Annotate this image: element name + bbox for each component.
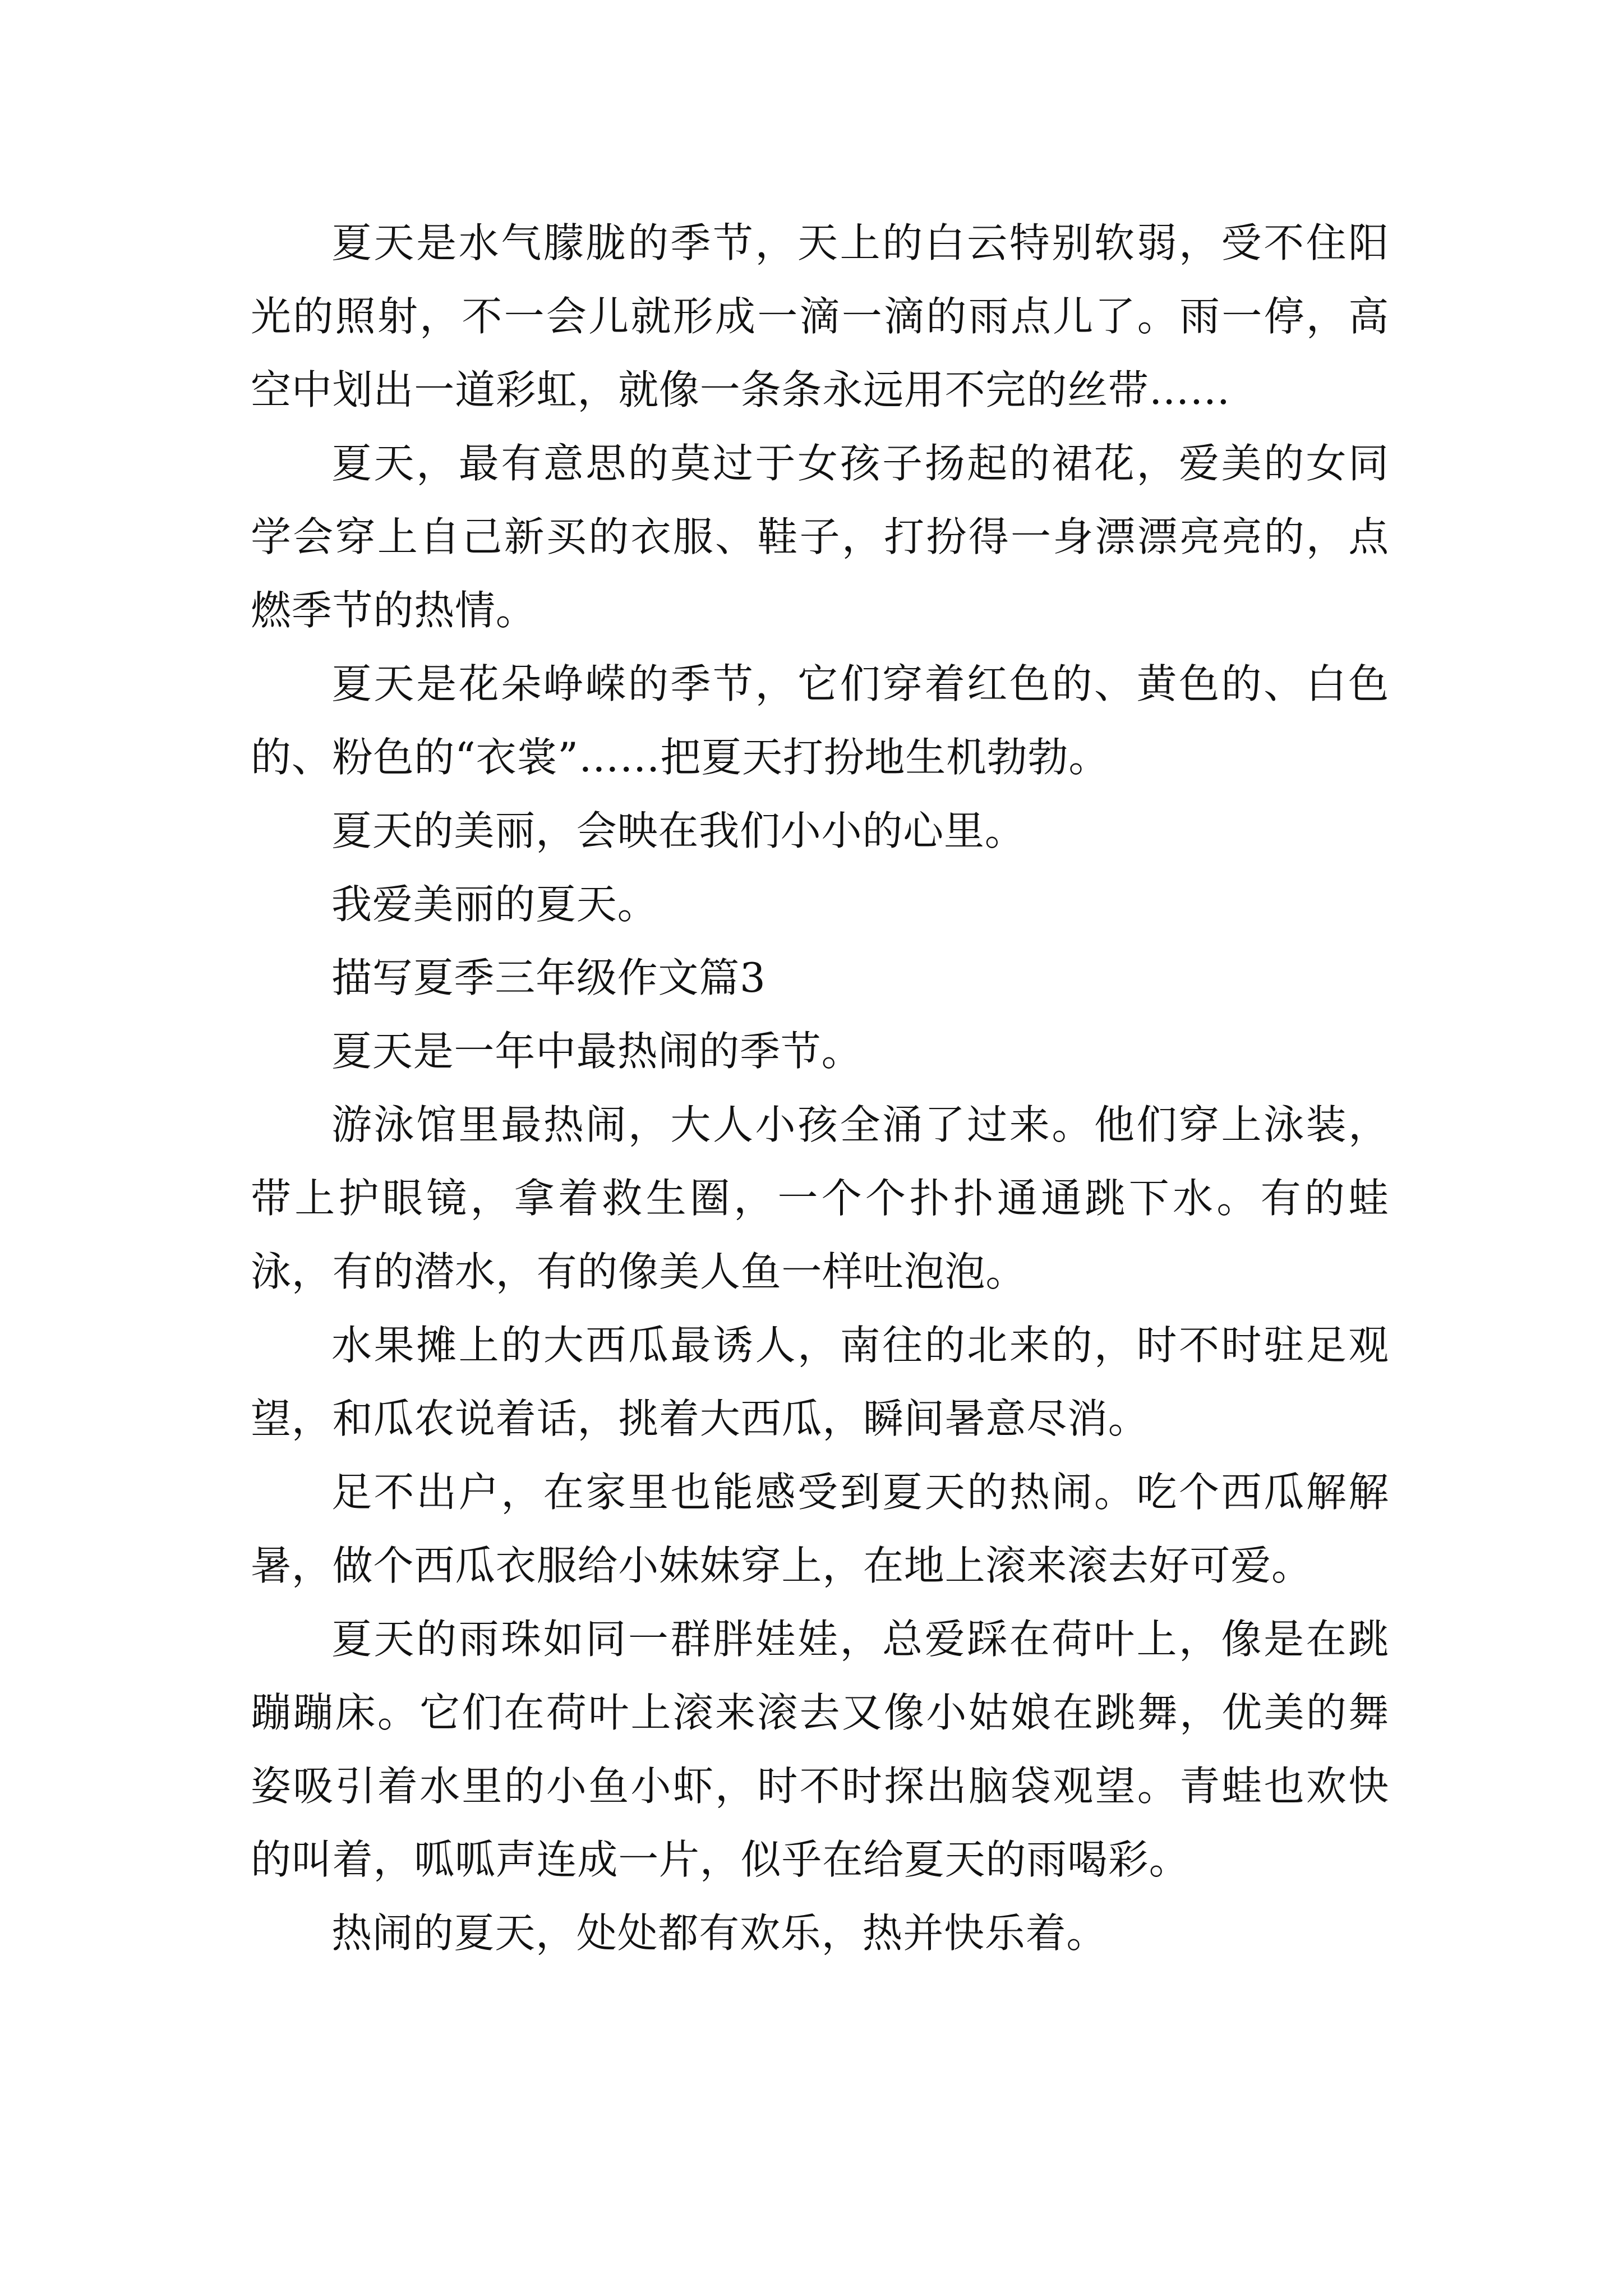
paragraph: 水果摊上的大西瓜最诱人，南往的北来的，时不时驻足观望，和瓜农说着话，挑着大西瓜，瞬间暑意尽消。 [251,1322,1389,1442]
paragraph: 足不出户，在家里也能感受到夏天的热闹。吃个西瓜解解暑，做个西瓜衣服给小妹妹穿上，在地上滚来滚去好可爱。 [251,1469,1389,1589]
paragraph: 夏天的美丽，会映在我们小小的心里。 [331,807,1026,854]
paragraph: 夏天是花朵峥嵘的季节，它们穿着红色的、黄色的、白色的、粉色的“衣裳”……把夏天打扮地生机勃勃。 [251,660,1389,781]
paragraph: 夏天，最有意思的莫过于女孩子扬起的裙花，爱美的女同学会穿上自己新买的衣服、鞋子，打扮得一身漂漂亮亮的，点燃季节的热情。 [251,440,1389,634]
paragraph: 夏天是一年中最热闹的季节。 [331,1028,863,1075]
paragraph: 夏天的雨珠如同一群胖娃娃，总爱踩在荷叶上，像是在跳蹦蹦床。它们在荷叶上滚来滚去又像小姑娘在跳舞，优美的舞姿吸引着水里的小鱼小虾，时不时探出脑袋观望。青蛙也欢快的叫着，呱呱声连成一片，似乎在给夏天的雨喝彩。 [251,1616,1389,1883]
paragraph: 夏天是水气朦胧的季节，天上的白云特别软弱，受不住阳光的照射，不一会儿就形成一滴一滴的雨点儿了。雨一停，高空中划出一道彩虹，就像一条条永远用不完的丝带…… [251,219,1389,413]
paragraph: 游泳馆里最热闹，大人小孩全涌了过来。他们穿上泳装，带上护眼镜，拿着救生圈，一个个扑扑通通跳下水。有的蛙泳，有的潜水，有的像美人鱼一样吐泡泡。 [251,1101,1389,1295]
paragraph: 热闹的夏天，处处都有欢乐，热并快乐着。 [331,1910,1108,1957]
section-heading: 描写夏季三年级作文篇3 [331,954,766,1001]
document-body [251,206,1389,1970]
paragraph: 我爱美丽的夏天。 [331,881,658,928]
